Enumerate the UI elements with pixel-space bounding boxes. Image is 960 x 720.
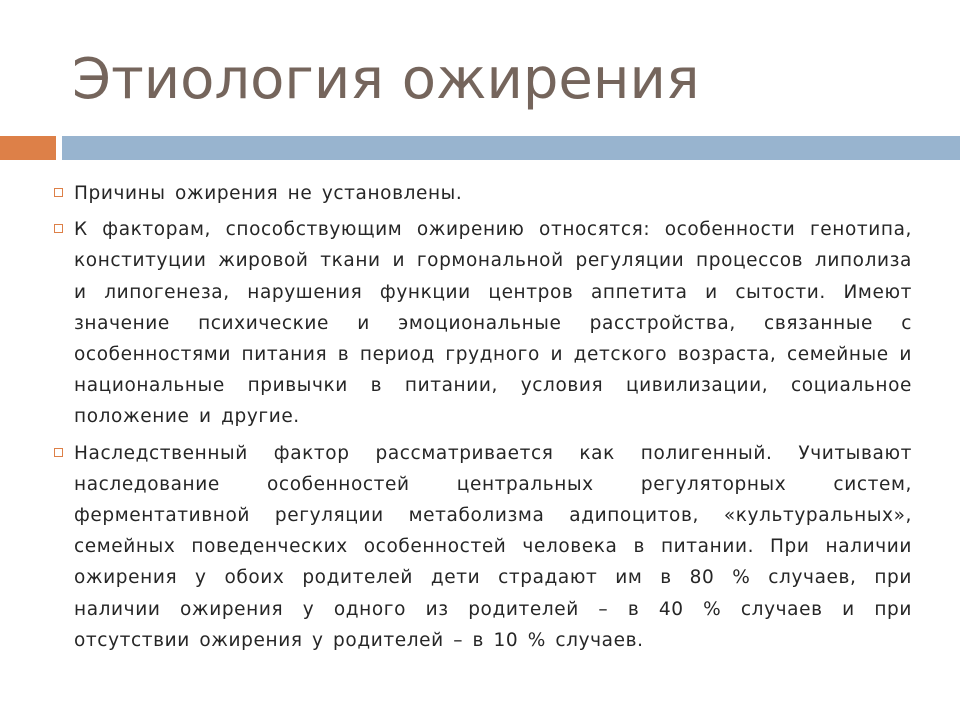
slide-title: Этиология ожирения — [72, 47, 700, 112]
bullet-item — [54, 214, 912, 432]
bullet-list — [54, 178, 912, 661]
hollow-square-icon — [54, 224, 63, 233]
bullet-text: К факторам, способствующим ожирению относятся: особенности генотипа, конституции жировой ткани и гормональной регуляции процессов липолиза и липогенеза, нарушения функции центров аппетита и сытости. Имеют значение психические и эмоциональные расстройства, связанные с особенностями питания в период грудного и детского возраста, семейные и национальные привычки в питании, условия цивилизации, социальное положение и другие. — [74, 219, 912, 428]
hollow-square-icon — [54, 188, 63, 197]
bullet-item — [54, 178, 912, 209]
bullet-text: Причины ожирения не установлены. — [74, 183, 463, 204]
accent-bar-blue — [62, 136, 960, 160]
bullet-text: Наследственный фактор рассматривается как полигенный. Учитывают наследование особенностей центральных регуляторных систем, ферментативной регуляции метаболизма адипоцитов, «культуральных», семейных поведенческих особенностей человека в питании. При наличии ожирения у обоих родителей дети страдают им в 80 % случаев, при наличии ожирения у одного из родителей – в 40 % случаев и при отсутствии ожирения у родителей – в 10 % случаев. — [74, 442, 912, 651]
accent-bar-orange — [0, 136, 56, 160]
hollow-square-icon — [54, 448, 63, 457]
bullet-item — [54, 438, 912, 656]
